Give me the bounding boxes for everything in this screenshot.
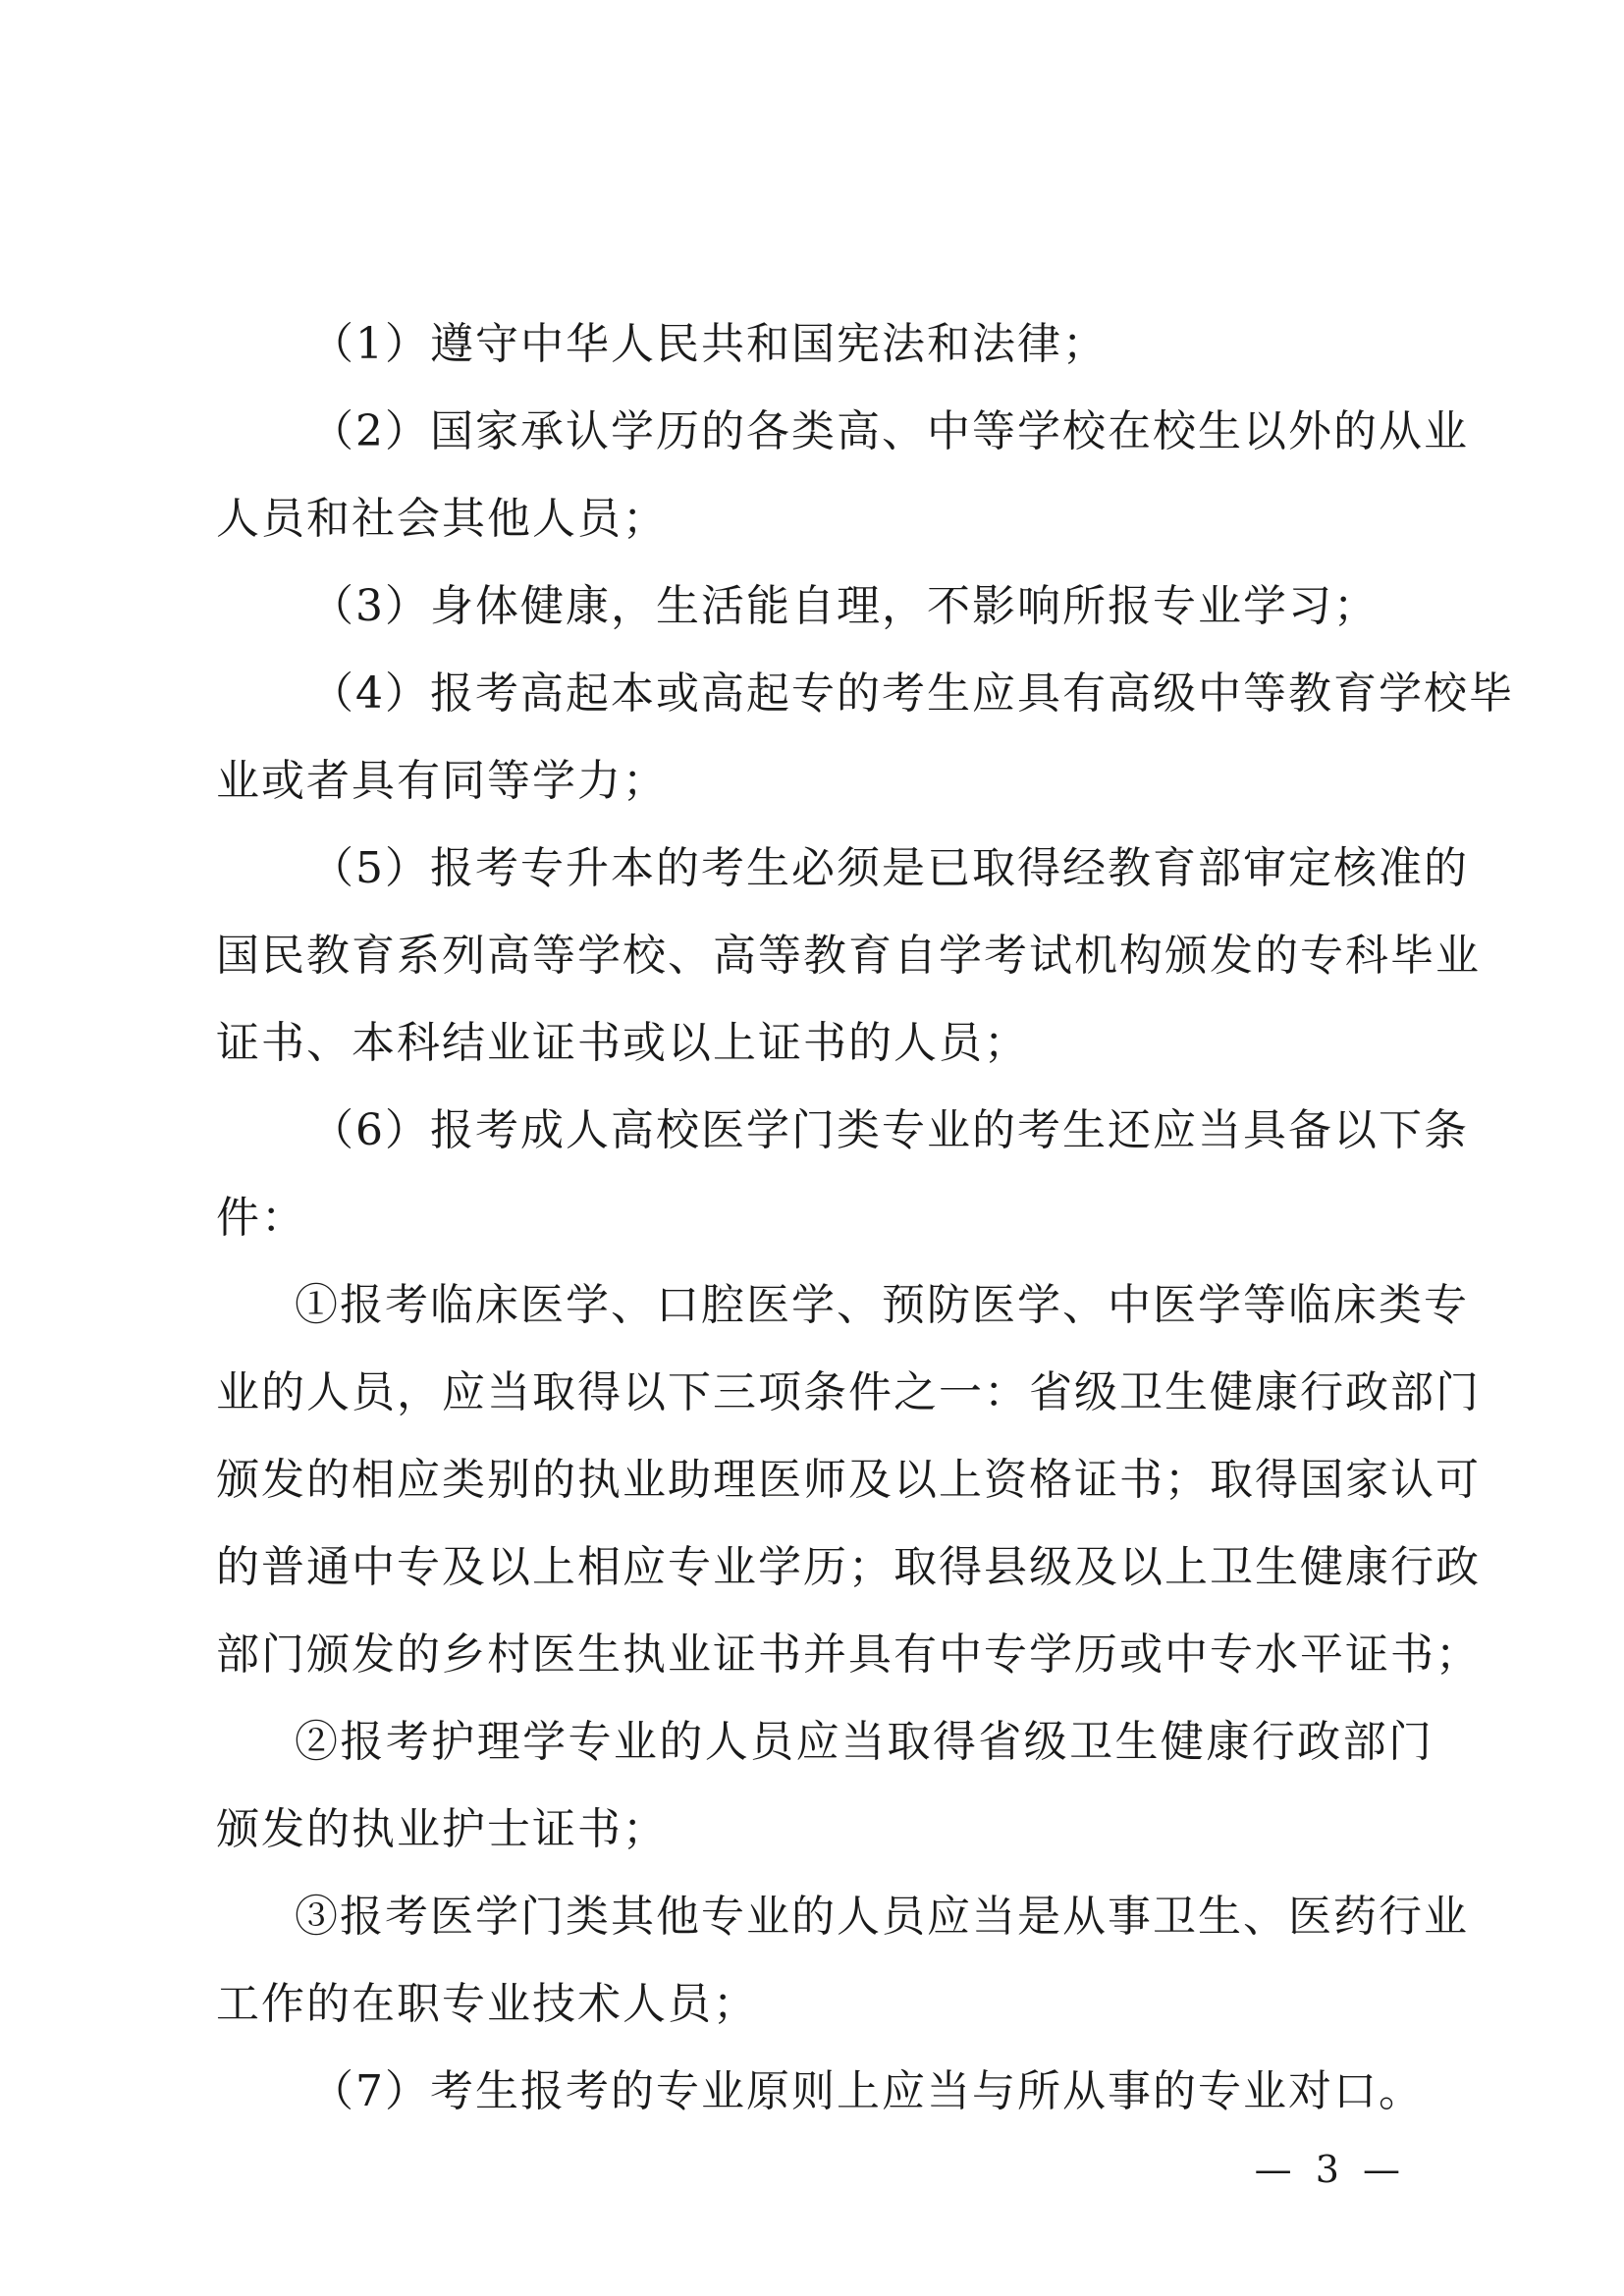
item-6-line-2: 件： <box>216 1193 306 1243</box>
item-3-line: （3）身体健康，生活能自理，不影响所报专业学习； <box>310 581 1379 631</box>
body-text <box>216 300 1514 2135</box>
item-2-line-2: 人员和社会其他人员； <box>216 494 668 544</box>
item-4-line-1: （4）报考高起本或高起专的考生应具有高级中等教育学校毕 <box>310 668 1514 719</box>
sub-item-2-line-1: ②报考护理学专业的人员应当取得省级卫生健康行政部门 <box>295 1717 1434 1767</box>
item-4-line-2: 业或者具有同等学力； <box>216 756 668 806</box>
sub-item-1-line-2: 业的人员，应当取得以下三项条件之一：省级卫生健康行政部门 <box>216 1367 1481 1417</box>
sub-item-1-line-5: 部门颁发的乡村医生执业证书并具有中专学历或中专水平证书； <box>216 1629 1481 1680</box>
sub-item-3-line-2: 工作的在职专业技术人员； <box>216 1979 758 2029</box>
sub-item-1-line-4: 的普通中专及以上相应专业学历；取得县级及以上卫生健康行政 <box>216 1542 1481 1592</box>
page-number: — 3 — <box>1254 2148 1406 2191</box>
item-6-line-1: （6）报考成人高校医学门类专业的考生还应当具备以下条 <box>310 1105 1469 1155</box>
item-1-line: （1）遵守中华人民共和国宪法和法律； <box>310 319 1108 369</box>
sub-item-3-line-1: ③报考医学门类其他专业的人员应当是从事卫生、医药行业 <box>295 1892 1469 1942</box>
item-5-line-3: 证书、本科结业证书或以上证书的人员； <box>216 1018 1029 1068</box>
item-2-line-1: （2）国家承认学历的各类高、中等学校在校生以外的从业 <box>310 406 1469 456</box>
sub-item-1-line-3: 颁发的相应类别的执业助理医师及以上资格证书；取得国家认可 <box>216 1455 1481 1505</box>
item-5-line-1: （5）报考专升本的考生必须是已取得经教育部审定核准的 <box>310 843 1469 893</box>
sub-item-2-line-2: 颁发的执业护士证书； <box>216 1804 668 1854</box>
item-5-line-2: 国民教育系列高等学校、高等教育自学考试机构颁发的专科毕业 <box>216 931 1481 981</box>
sub-item-1-line-1: ①报考临床医学、口腔医学、预防医学、中医学等临床类专 <box>295 1280 1469 1330</box>
item-7-line: （7）考生报考的专业原则上应当与所从事的专业对口。 <box>310 2066 1424 2116</box>
